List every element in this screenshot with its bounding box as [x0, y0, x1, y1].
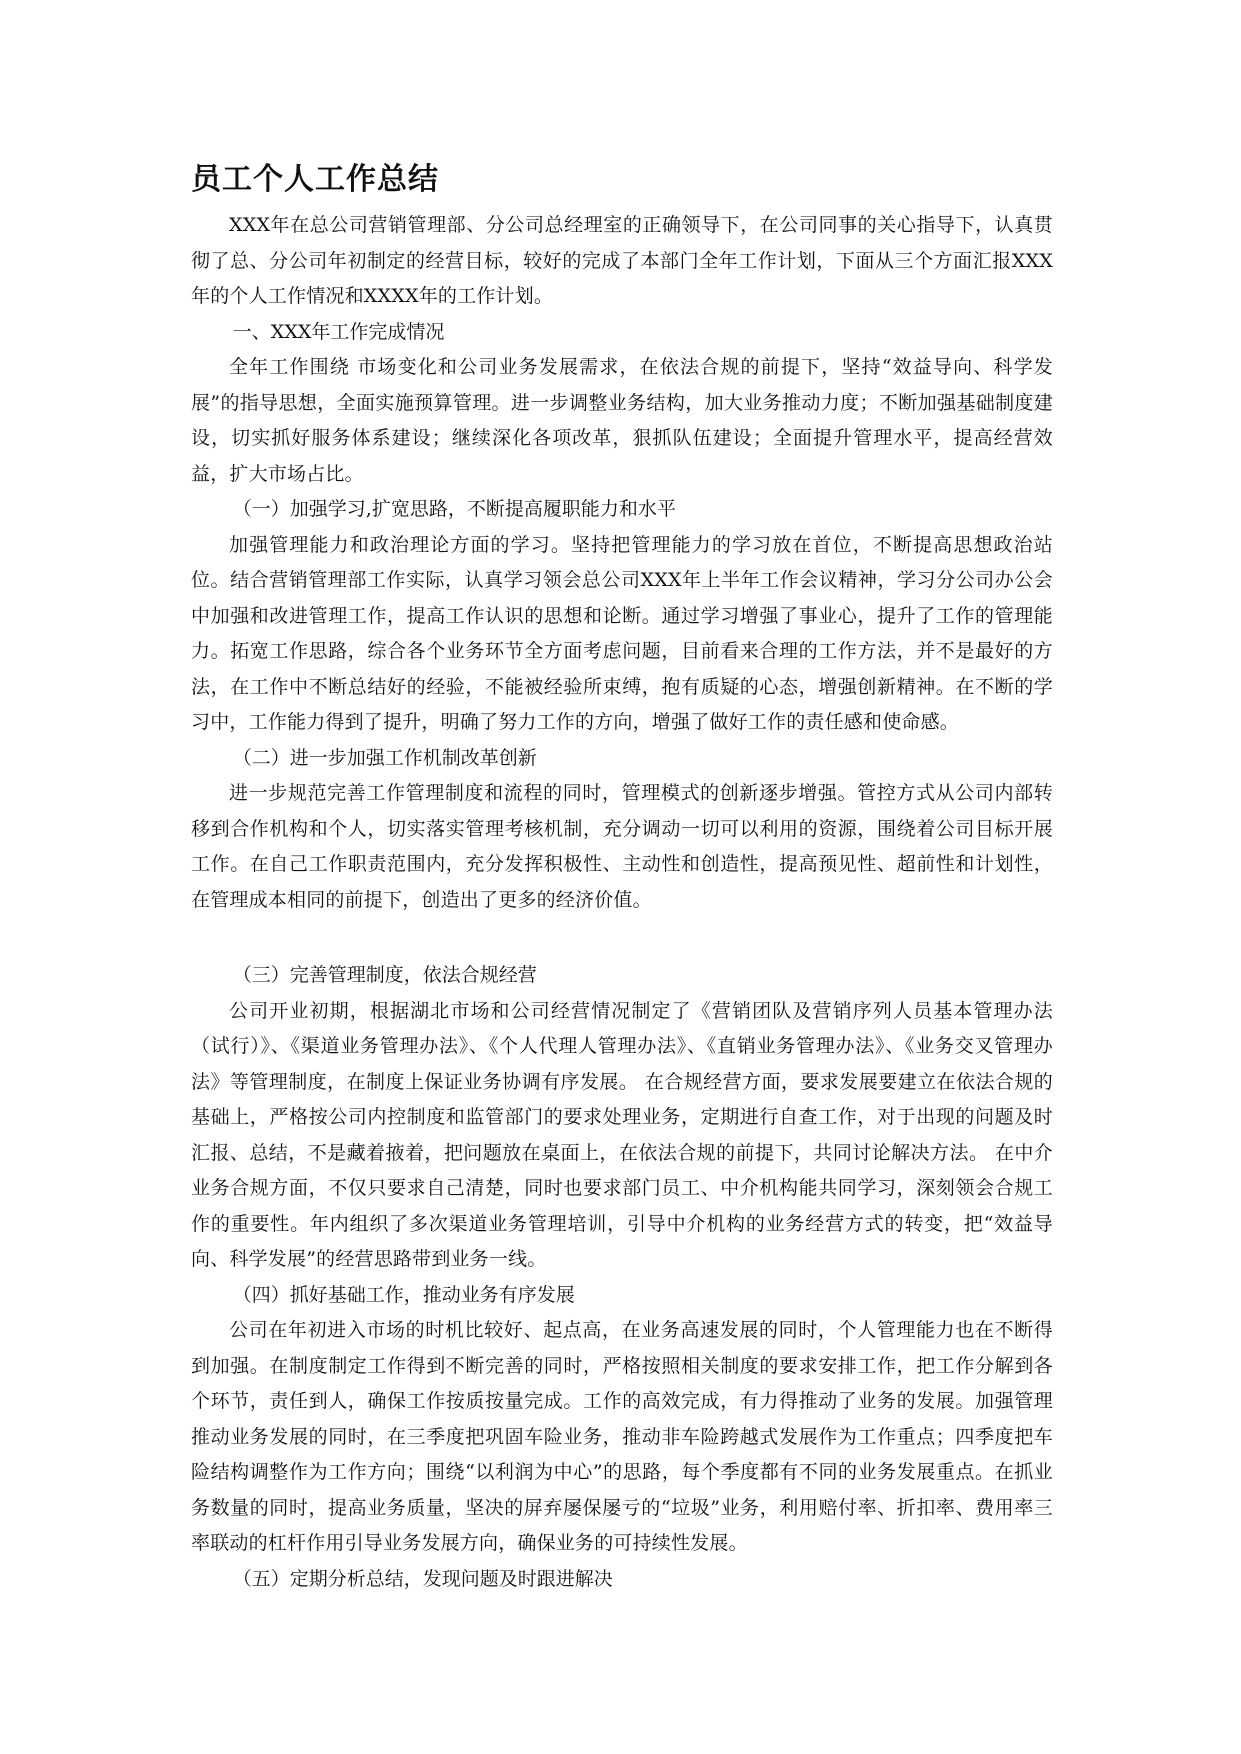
subsection-2-heading: （二）进一步加强工作机制改革创新 [232, 746, 537, 769]
section-1-heading: 一、XXX年工作完成情况 [232, 320, 445, 343]
subsection-1-heading: （一）加强学习,扩宽思路，不断提高履职能力和水平 [232, 498, 676, 520]
subsection-5-heading: （五）定期分析总结，发现问题及时跟进解决 [232, 1567, 613, 1590]
subsection-4-paragraph: 公司在年初进入市场的时机比较好、起点高，在业务高速发展的同时，个人管理能力也在不断得到加强。在制度制定工作得到不断完善的同时，严格按照相关制度的要求安排工作，把工作分解到各个环节，责任到人，确保工作按质按量完成。工作的高效完成，有力得推动了业务的发展。加强管理推动业务发展的同时，在三季度把巩固车险业务，推动非车险跨越式发展作为工作重点；四季度把车险结构调整作为工作方向；围绕“以利润为中心”的思路，每个季度都有不同的业务发展重点。在抓业务数量的同时，提高业务质量，坚决的屏弃屡保屡亏的“垃圾”业务，利用赔付率、折扣率、费用率三率联动的杠杆作用引导业务发展方向，确保业务的可持续性发展。 [191, 1319, 1053, 1554]
intro-paragraph: XXX年在总公司营销管理部、分公司总经理室的正确领导下，在公司同事的关心指导下，认真贯彻了总、分公司年初制定的经营目标，较好的完成了本部门全年工作计划，下面从三个方面汇报XXX年的个人工作情况和XXXX年的工作计划。 [191, 214, 1053, 307]
section-1-paragraph: 全年工作围绕 市场变化和公司业务发展需求，在依法合规的前提下，坚持“效益导向、科学发展”的指导思想，全面实施预算管理。进一步调整业务结构，加大业务推动力度；不断加强基础制度建设，切实抓好服务体系建设；继续深化各项改革，狠抓队伍建设；全面提升管理水平，提高经营效益，扩大市场占比。 [191, 356, 1053, 485]
subsection-3-paragraph: 公司开业初期，根据湖北市场和公司经营情况制定了《营销团队及营销序列人员基本管理办法（试行）》、《渠道业务管理办法》、《个人代理人管理办法》、《直销业务管理办法》、《业务交叉管理办法》等管理制度，在制度上保证业务协调有序发展。 在合规经营方面，要求发展要建立在依法合规的基础上，严格按公司内控制度和监管部门的要求处理业务，定期进行自查工作，对于出现的问题及时汇报、总结，不是藏着掖着，把问题放在桌面上，在依法合规的前提下，共同讨论解决方法。 在中介业务合规方面，不仅只要求自己清楚，同时也要求部门员工、中介机构能共同学习，深刻领会合规工作的重要性。年内组织了多次渠道业务管理培训，引导中介机构的业务经营方式的转变，把“效益导向、科学发展”的经营思路带到业务一线。 [191, 999, 1053, 1270]
document-page [191, 160, 1053, 1597]
document-title: 员工个人工作总结 [191, 162, 439, 197]
subsection-4-heading: （四）抓好基础工作，推动业务有序发展 [232, 1283, 575, 1306]
blank-line [191, 918, 1053, 958]
subsection-1-paragraph: 加强管理能力和政治理论方面的学习。坚持把管理能力的学习放在首位，不断提高思想政治站位。结合营销管理部工作实际，认真学习领会总公司XXX年上半年工作会议精神，学习分公司办公会中加强和改进管理工作，提高工作认识的思想和论断。通过学习增强了事业心，提升了工作的管理能力。拓宽工作思路，综合各个业务环节全方面考虑问题，目前看来合理的工作方法，并不是最好的方法，在工作中不断总结好的经验，不能被经验所束缚，抱有质疑的心态，增强创新精神。在不断的学习中，工作能力得到了提升，明确了努力工作的方向，增强了做好工作的责任感和使命感。 [191, 533, 1053, 733]
subsection-3-heading: （三）完善管理制度，依法合规经营 [232, 964, 537, 986]
subsection-2-paragraph: 进一步规范完善工作管理制度和流程的同时，管理模式的创新逐步增强。管控方式从公司内部转移到合作机构和个人，切实落实管理考核机制，充分调动一切可以利用的资源，围绕着公司目标开展工作。在自己工作职责范围内，充分发挥积极性、主动性和创造性，提高预见性、超前性和计划性，在管理成本相同的前提下，创造出了更多的经济价值。 [191, 782, 1053, 911]
